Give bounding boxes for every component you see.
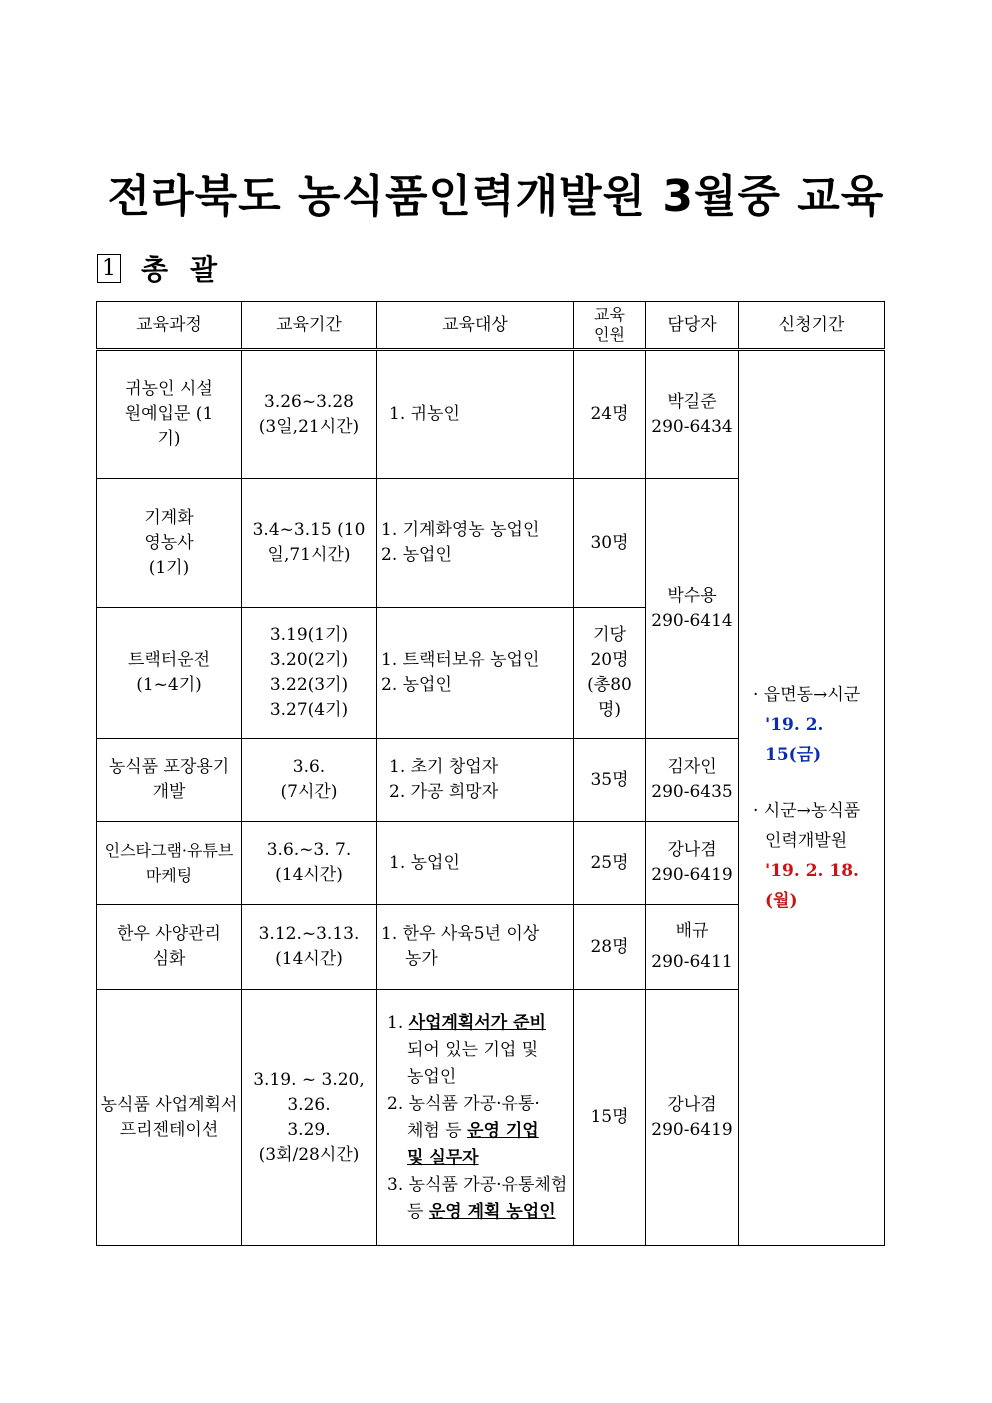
count-cell: 30명 <box>574 479 646 608</box>
apply-line: 인력개발원 <box>765 831 848 851</box>
target-item: 1. 귀농인 <box>389 404 460 424</box>
period-cell <box>242 822 377 905</box>
manager-name: 박길준 <box>667 391 717 412</box>
target-emphasis: 사업계획서가 준비 <box>408 1012 546 1033</box>
course-cell <box>97 822 242 905</box>
period-line: 3.19. ~ 3.20, <box>253 1069 365 1090</box>
period-line: 3.12.~3.13. <box>258 924 360 944</box>
manager-cell <box>646 479 739 739</box>
target-cell <box>377 822 574 905</box>
apply-date-2: '19. 2. 18.(월) <box>765 861 859 911</box>
period-line: 3.27(4기) <box>269 700 349 720</box>
course-name: 기계화 영농사 (1기) <box>144 507 194 578</box>
count-cell: 15명 <box>574 990 646 1246</box>
section-heading <box>97 248 239 288</box>
manager-cell <box>646 739 739 822</box>
header-target: 교육대상 <box>377 302 574 350</box>
period-line: (14시간) <box>275 949 343 969</box>
target-cell <box>377 479 574 608</box>
section-label: 총괄 <box>141 253 240 286</box>
period-line: 3.6. <box>292 757 326 777</box>
course-cell <box>97 905 242 990</box>
target-text: 농식품 가공·유통· <box>408 1093 540 1114</box>
manager-name: 김자인 <box>667 757 717 777</box>
manager-phone: 290-6434 <box>651 416 733 437</box>
target-text <box>387 1118 571 1145</box>
target-item: 1. 트랙터보유 농업인 <box>381 650 540 670</box>
period-line: 3.20(2기) <box>269 650 349 670</box>
target-item: 1. 기계화영농 농업인 <box>381 520 540 540</box>
period-line: (7시간) <box>280 782 338 802</box>
manager-phone: 290-6414 <box>651 610 733 631</box>
count-cell: 24명 <box>574 350 646 479</box>
period-line: 3.29. <box>287 1119 331 1140</box>
period-line: (14시간) <box>275 865 343 885</box>
section-number: 1 <box>97 254 121 283</box>
target-text: 체험 등 <box>407 1120 462 1141</box>
apply-period-cell <box>739 350 885 1246</box>
apply-date-1: '19. 2. 15(금) <box>765 715 824 765</box>
period-line: (3회/28시간) <box>258 1144 360 1165</box>
manager-name: 배규 <box>675 921 709 941</box>
target-cell <box>377 739 574 822</box>
target-item: 1. 한우 사육5년 이상 <box>381 924 540 944</box>
course-name: 농식품 사업계획서 프리젠테이션 <box>100 1094 238 1140</box>
header-count: 교육 인원 <box>574 302 646 350</box>
count-line: 20명 <box>590 650 629 670</box>
table-row <box>97 350 885 479</box>
apply-line: · 시군→농식품 <box>753 801 861 821</box>
item-number: 3. <box>387 1174 404 1195</box>
course-name: 트랙터운전 (1~4기) <box>127 650 211 695</box>
period-cell <box>242 905 377 990</box>
target-text <box>387 1199 571 1226</box>
item-number: 2. <box>387 1093 404 1114</box>
count-cell: 35명 <box>574 739 646 822</box>
target-item: 2. 가공 희망자 <box>389 782 499 802</box>
count-line: (총80명) <box>587 675 632 720</box>
target-item: 1. 초기 창업자 <box>389 757 499 777</box>
count-line: 기당 <box>593 625 626 645</box>
header-apply: 신청기간 <box>739 302 885 350</box>
target-item: 1. 농업인 <box>389 852 460 873</box>
item-number: 1. <box>387 1012 404 1033</box>
period-line: 3.26. <box>287 1094 331 1115</box>
period-text: 3.26~3.28 (3일,21시간) <box>258 391 360 437</box>
course-name: 귀농인 시설원예입문 (1기) <box>124 379 214 449</box>
target-cell <box>377 990 574 1246</box>
header-period: 교육기간 <box>242 302 377 350</box>
period-line: 3.22(3기) <box>269 675 349 695</box>
period-cell <box>242 479 377 608</box>
manager-cell <box>646 822 739 905</box>
course-cell <box>97 739 242 822</box>
target-item: 2. 농업인 <box>381 675 452 695</box>
target-item <box>387 1172 571 1199</box>
header-course: 교육과정 <box>97 302 242 350</box>
period-line: 3.6.~3. 7. <box>266 840 352 860</box>
target-cell <box>377 905 574 990</box>
apply-line: · 읍면동→시군 <box>753 685 861 705</box>
target-text: 농업인 <box>407 1066 457 1087</box>
target-cell <box>377 608 574 739</box>
target-item: 농가 <box>405 949 438 969</box>
course-cell <box>97 479 242 608</box>
manager-name: 강나겸 <box>667 840 717 860</box>
education-table <box>96 301 885 1246</box>
target-item: 2. 농업인 <box>381 545 452 565</box>
course-name: 인스타그램·유튜브 마케팅 <box>104 841 234 885</box>
header-manager: 담당자 <box>646 302 739 350</box>
manager-cell <box>646 905 739 990</box>
target-text: 등 <box>407 1201 424 1222</box>
manager-phone: 290-6411 <box>651 952 733 972</box>
period-cell <box>242 608 377 739</box>
count-cell: 28명 <box>574 905 646 990</box>
period-cell <box>242 739 377 822</box>
target-emphasis: 운영 기업 <box>467 1120 539 1141</box>
count-cell <box>574 608 646 739</box>
manager-cell <box>646 990 739 1246</box>
period-text: 3.4~3.15 (10일,71시간) <box>252 520 366 565</box>
manager-phone: 290-6419 <box>651 1119 733 1140</box>
period-cell <box>242 350 377 479</box>
manager-cell <box>646 350 739 479</box>
target-item <box>387 1010 571 1037</box>
target-text: 농식품 가공·유통체험 <box>408 1174 568 1195</box>
target-item <box>387 1091 571 1118</box>
course-cell <box>97 350 242 479</box>
course-cell <box>97 990 242 1246</box>
manager-phone: 290-6435 <box>651 782 733 802</box>
target-text <box>387 1145 571 1172</box>
manager-name: 박수용 <box>667 585 717 606</box>
course-name: 한우 사양관리 심화 <box>117 924 221 969</box>
manager-name: 강나겸 <box>667 1094 717 1115</box>
target-cell <box>377 350 574 479</box>
target-emphasis: 운영 계획 농업인 <box>428 1201 556 1222</box>
count-cell: 25명 <box>574 822 646 905</box>
manager-phone: 290-6419 <box>651 865 733 885</box>
table-header-row <box>97 302 885 350</box>
target-text: 되어 있는 기업 및 <box>407 1039 539 1060</box>
period-line: 3.19(1기) <box>269 625 349 645</box>
course-name: 농식품 포장용기 개발 <box>108 757 230 802</box>
page-title: 전라북도 농식품인력개발원 3월중 교육 <box>107 171 885 222</box>
period-cell <box>242 990 377 1246</box>
course-cell <box>97 608 242 739</box>
target-emphasis: 및 실무자 <box>407 1147 479 1168</box>
